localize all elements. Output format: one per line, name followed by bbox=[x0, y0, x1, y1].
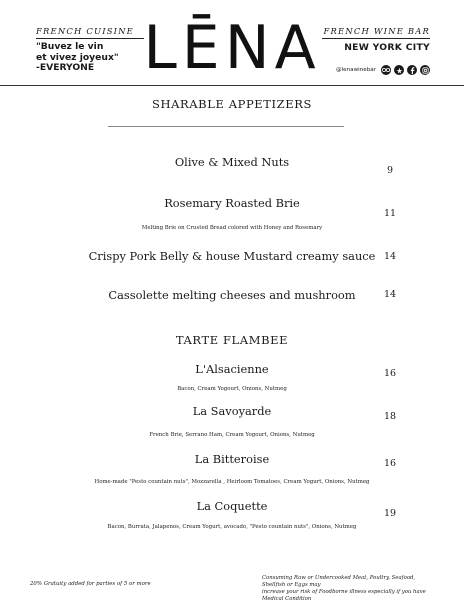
social-links bbox=[322, 65, 430, 75]
menu-item-description: Home-made "Pesto countain nuts", Mozzarella , Heirloom Tomatoes, Cream Yogurt, Onions, Nutmeg bbox=[94, 479, 370, 485]
menu-item-price: 14 bbox=[383, 251, 397, 262]
city-label: NEW YORK CITY bbox=[344, 42, 430, 53]
menu-item-name: Olive & Mixed Nuts bbox=[174, 155, 290, 169]
warning-line: Consuming Raw or Undercooked Meat, Poultry, Seafood, Shellfish or Eggs may bbox=[262, 575, 416, 588]
wine-bar-label: FRENCH WINE BAR bbox=[323, 26, 430, 36]
menu-item-price: 9 bbox=[386, 165, 394, 176]
menu-item-name: L'Alsacienne bbox=[195, 362, 269, 376]
menu-item-description: Melting Brie on Crusted Bread colored with Honey and Rosemary bbox=[141, 225, 323, 231]
cuisine-label: FRENCH CUISINE bbox=[36, 26, 134, 36]
menu-item-description: Bacon, Cream Yogourt, Onions, Nutmeg bbox=[177, 386, 287, 392]
instagram-icon[interactable] bbox=[420, 65, 430, 75]
menu-item-name: La Bitteroise bbox=[194, 452, 270, 466]
tripadvisor-icon[interactable] bbox=[381, 65, 391, 75]
yelp-icon[interactable] bbox=[394, 65, 404, 75]
menu-item-name: Rosemary Roasted Brie bbox=[164, 196, 300, 210]
menu-item-price: 11 bbox=[383, 208, 397, 219]
facebook-icon[interactable] bbox=[407, 65, 417, 75]
menu-item-description: French Brie, Serrano Ham, Cream Yogourt, Onions, Nutmeg bbox=[149, 432, 315, 438]
section-title-tarte: TARTE FLAMBEE bbox=[175, 333, 289, 347]
gratuity-note: 20% Gratuity added for parties of 5 or more bbox=[30, 581, 151, 587]
menu-item-price: 16 bbox=[383, 368, 397, 379]
header-right-block bbox=[322, 26, 430, 75]
menu-item-description: Bacon, Burrata, Jalapenos, Cream Yogurt, avocado, "Pesto countain nuts", Onions, Nutmeg bbox=[107, 524, 357, 530]
menu-item-name: Cassolette melting cheeses and mushroom bbox=[108, 288, 356, 302]
menu-item-name: La Savoyarde bbox=[192, 404, 272, 418]
header-right-rule bbox=[322, 38, 430, 39]
menu-header bbox=[0, 0, 464, 84]
social-handle[interactable]: @lenawinebar bbox=[336, 67, 376, 73]
menu-item-name: La Coquette bbox=[196, 499, 268, 513]
menu-item-price: 18 bbox=[383, 411, 397, 422]
section-title-sharable: SHARABLE APPETIZERS bbox=[151, 97, 313, 111]
quote-attribution: -EVERYONE bbox=[36, 62, 95, 74]
menu-item-price: 16 bbox=[383, 458, 397, 469]
restaurant-logo: LĒNA bbox=[143, 13, 321, 83]
quote-line: et vivez joyeux" bbox=[36, 51, 119, 63]
header-divider bbox=[0, 85, 464, 86]
menu-item-price: 19 bbox=[383, 508, 397, 519]
warning-line: increase your risk of Foodborne illness especially if you have Medical Condition bbox=[262, 589, 426, 602]
section-divider bbox=[108, 126, 344, 127]
menu-item-price: 14 bbox=[383, 289, 397, 300]
menu-item-name: Crispy Pork Belly & house Mustard creamy sauce bbox=[88, 249, 376, 263]
food-safety-warning bbox=[262, 575, 438, 603]
quote-line: "Buvez le vin bbox=[36, 41, 104, 52]
